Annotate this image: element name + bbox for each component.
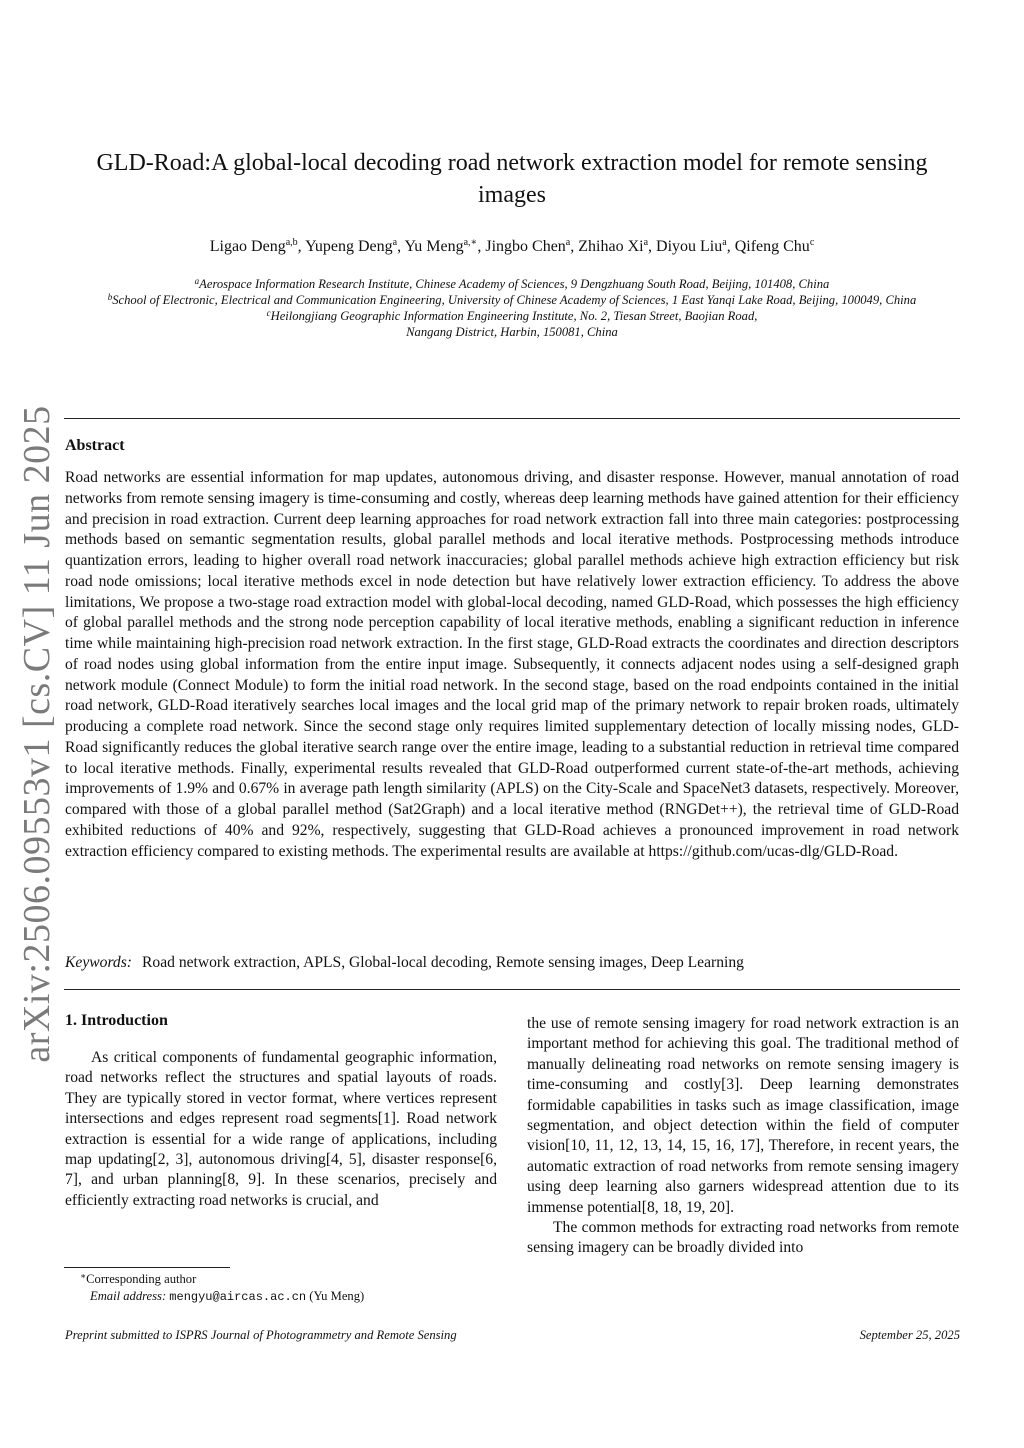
author: Yu Meng$^{a,∗}$ [404, 237, 478, 255]
footnote [64, 1271, 504, 1306]
divider-top [64, 418, 960, 419]
paragraph: The common methods for extracting road networks from remote sensing imagery can be broadly divided into [527, 1219, 959, 1257]
author: Jingbo Chen$^a$ [485, 237, 571, 255]
affiliation: $^c$Heilongjiang Geographic Information Engineering Institute, No. 2, Tiesan Street, Baojian Road, Nangang District, Harbin, 150081, China [266, 308, 758, 339]
abstract-heading: Abstract [65, 437, 125, 454]
affiliation: $^a$Aerospace Information Research Institute, Chinese Academy of Sciences, 9 Dengzhuang South Road, Beijing, 101408, China [194, 276, 830, 291]
footnote-email: Email address: mengyu@aircas.ac.cn (Yu Meng) [90, 1289, 365, 1304]
keywords-label: Keywords: [65, 954, 132, 971]
footer-date: September 25, 2025 [859, 1328, 960, 1342]
keywords [65, 954, 959, 972]
section-heading-introduction: 1. Introduction [65, 1012, 168, 1029]
right-column [527, 1014, 959, 1259]
abstract-text: Road networks are essential information for map updates, autonomous driving, and disaster response. However, manual annotation of road networks from remote sensing imagery is time-consuming and costly, whereas deep learning methods have gained attention for their efficiency and precision in road extraction. Current deep learning approaches for road network extraction fall into three main categories: postprocessing methods based on semantic segmentation results, global parallel methods and local iterative methods. Postprocessing methods introduce quantization errors, leading to higher overall road network inaccuracies; global parallel methods achieve high extraction efficiency but risk road node omissions; local iterative methods excel in node detection but have relatively lower extraction efficiency. To address the above limitations, We propose a two-stage road extraction model with global-local decoding, named GLD-Road, which possesses the high efficiency of global parallel methods and the strong node perception capability of local iterative methods, enabling a significant reduction in inference time while maintaining high-precision road network extraction. In the first stage, GLD-Road extracts the coordinates and direction descriptors of road nodes using global information from the entire input image. Subsequently, it connects adjacent nodes using a self-designed graph network module (Connect Module) to form the initial road network. In the second stage, based on the road endpoints contained in the initial road network, GLD-Road iteratively searches local images and the local grid map of the primary network to repair broken roads, ultimately producing a complete road network. Since the second stage only requires limited supplementary detection of locally missing nodes, GLD-Road significantly reduces the global iterative search range over the entire image, leading to a substantial reduction in retrieval time compared to local iterative methods. Finally, experimental results revealed that GLD-Road outperformed current state-of-the-art methods, achieving improvements of 1.9% and 0.67% in average path length similarity (APLS) on the City-Scale and SpaceNet3 datasets, respectively. Moreover, compared with those of a global parallel method (Sat2Graph) and a local iterative method (RNGDet++), the retrieval time of GLD-Road exhibited reductions of 40% and 92%, respectively, suggesting that GLD-Road achieves a pronounced improvement in road network extraction efficiency compared to existing methods. The experimental results are available at https://github.com/ucas-dlg/GLD-Road. [65, 469, 959, 860]
footnote-corresponding: ∗Corresponding author [80, 1271, 197, 1286]
footer-journal: Preprint submitted to ISPRS Journal of Photogrammetry and Remote Sensing [65, 1328, 457, 1342]
paragraph: the use of remote sensing imagery for road network extraction is an important method for achieving this goal. The traditional method of manually delineating road networks on remote sensing imagery is time-consuming and costly[3]. Deep learning demonstrates formidable capabilities in tasks such as image classification, image segmentation, and object detection within the field of computer vision[10, 11, 12, 13, 14, 15, 16, 17], Therefore, in recent years, the automatic extraction of road networks from remote sensing imagery using deep learning also garners widespread attention due to its immense potential[8, 18, 19, 20]. [527, 1015, 959, 1216]
divider-bottom [64, 989, 960, 990]
author: Zhihao Xi$^a$ [578, 237, 649, 255]
paragraph: As critical components of fundamental geographic information, road networks reflect the structures and spatial layouts of roads. They are typically stored in vector format, where vertices represent intersections and edges represent road segments[1]. Road network extraction is essential for a wide range of applications, including map updating[2, 3], autonomous driving[4, 5], disaster response[6, 7], and urban planning[8, 9]. In these scenarios, precisely and efficiently extracting road networks is crucial, and [65, 1049, 497, 1209]
arxiv-identifier-stamp: arXiv:2506.09553v1 [cs.CV] 11 Jun 2025 [16, 405, 58, 1063]
keywords-text: Road network extraction, APLS, Global-local decoding, Remote sensing images, Deep Learning [142, 954, 744, 971]
author-list: Ligao Deng$^{a,b}$, Yupeng Deng$^a$, Yu Meng$^{a,∗}$, Jingbo Chen$^a$, Zhihao Xi$^a$, Diyou Liu$^a$, Qifeng Chu$^c$ [209, 237, 815, 255]
author: Yupeng Deng$^a$ [305, 237, 398, 255]
footnote-divider [64, 1267, 230, 1268]
paper-title: GLD-Road:A global-local decoding road network extraction model for remote sensing images [96, 150, 928, 208]
affiliation-list [70, 276, 954, 340]
author: Qifeng Chu$^c$ [734, 237, 815, 255]
affiliation: $^b$School of Electronic, Electrical and Communication Engineering, University of Chinese Academy of Sciences, 1 East Yanqi Lake Road, Beijing, 100049, China [107, 292, 917, 307]
author: Diyou Liu$^a$ [656, 237, 727, 255]
email-link[interactable]: mengyu@aircas.ac.cn [169, 1290, 307, 1304]
left-column [65, 1048, 497, 1211]
author: Ligao Deng$^{a,b}$ [209, 237, 298, 255]
